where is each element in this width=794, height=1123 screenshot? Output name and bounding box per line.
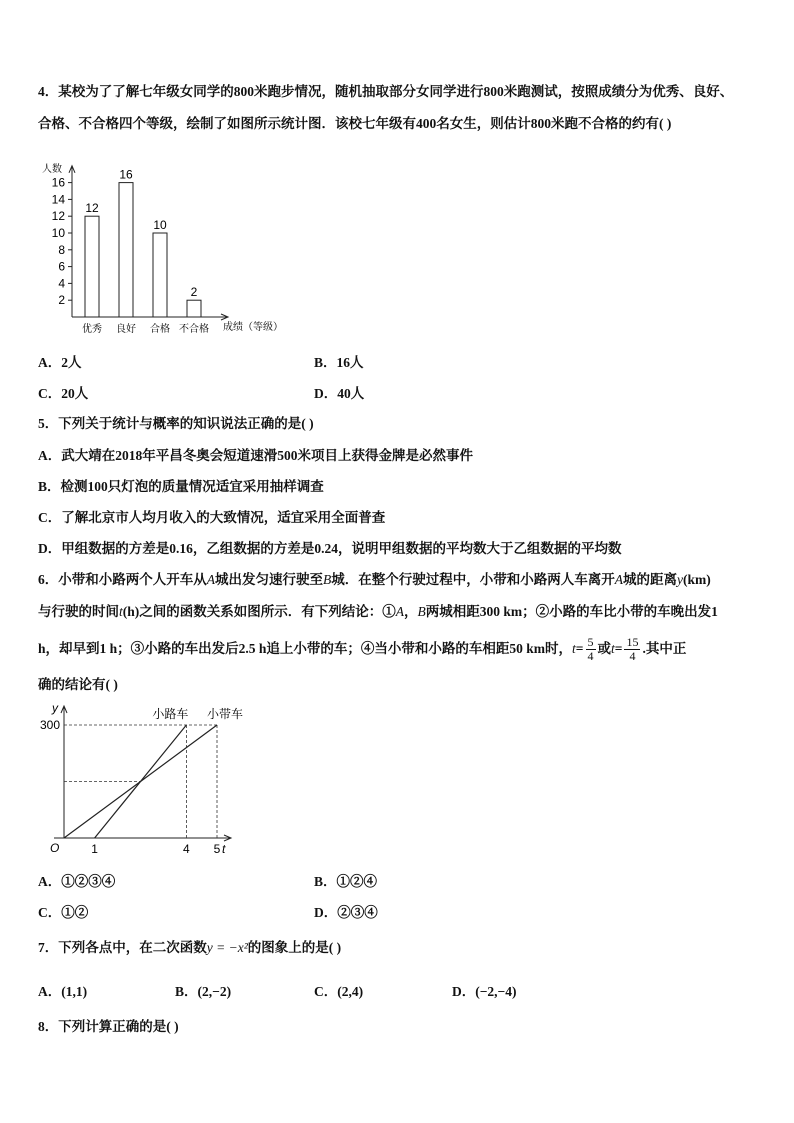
q5-option-d[interactable]: D．甲组数据的方差是0.16，乙组数据的方差是0.24，说明甲组数据的平均数大于乙组数据的平均数 (38, 541, 622, 556)
bar-value-label: 12 (85, 201, 99, 216)
q7-function: y = −x² (206, 940, 248, 955)
numerator: 15 (626, 635, 639, 650)
q6-text: = (575, 641, 584, 656)
y-tick-label: 2 (58, 293, 65, 308)
q4-option-d[interactable]: D．40人 (314, 386, 365, 401)
q8-stem: 8．下列计算正确的是( ) (38, 1019, 179, 1034)
q6-text: (h)之间的函数关系如图所示．有下列结论：① (122, 604, 396, 619)
bar (153, 233, 167, 317)
category-label: 不合格 (179, 324, 209, 335)
q7-option-d[interactable]: D．(−2,−4) (452, 984, 517, 999)
q6-text: .其中正 (642, 641, 687, 656)
q7-stem (38, 938, 341, 958)
var-t: t (572, 641, 576, 656)
q4-option-c[interactable]: C．20人 (38, 386, 89, 401)
y-tick-label: 4 (58, 276, 65, 291)
q6-option-c[interactable]: C．①② (38, 905, 89, 920)
y-tick-label: 12 (51, 209, 65, 224)
q4-stem-line1: 4．某校为了了解七年级女同学的800米跑步情况，随机抽取部分女同学进行800米跑测试，按照成绩分为优秀、良好、 (38, 84, 734, 99)
q7-option-a[interactable]: A．(1,1) (38, 984, 88, 999)
q7-option-b[interactable]: B．(2,−2) (175, 984, 232, 999)
var-a: A (395, 604, 405, 619)
bar-value-label: 10 (153, 218, 167, 232)
q4-stem-line2: 合格、不合格四个等级，绘制了如图所示统计图．该校七年级有400名女生，则估计800米跑不合格的约有( ) (38, 116, 672, 131)
q6-text: 城的距离 (623, 572, 677, 587)
bar-value-label: 2 (190, 285, 198, 300)
var-y: y (677, 572, 683, 587)
x-tick-label: 5 (213, 842, 221, 856)
q6-text: h，却早到1 h；③小路的车出发后2.5 h追上小带的车；④当小带和小路的车相距50 km时， (38, 641, 573, 656)
y-tick-label: 16 (51, 175, 65, 190)
q6-stem-line4: 确的结论有( ) (38, 677, 118, 692)
numerator: 5 (587, 635, 594, 650)
fraction-5-4 (586, 636, 596, 663)
q6-stem-line1 (38, 570, 711, 590)
y-tick-label: 10 (51, 226, 65, 240)
q7-text: 的图象上的是( ) (247, 940, 342, 955)
y-tick-label: 8 (58, 242, 65, 257)
fraction-15-4 (624, 636, 640, 663)
x-axis-label: 成绩（等级） (223, 322, 283, 333)
var-a: A (206, 572, 215, 587)
q6-text: ， (404, 604, 418, 619)
bar (85, 216, 99, 317)
q6-option-b[interactable]: B．①②④ (314, 874, 378, 889)
var-t: t (119, 604, 123, 619)
y-tick-label: 6 (58, 259, 65, 274)
q6-text: (km) (683, 572, 711, 587)
q7-text: 7．下列各点中，在二次函数 (38, 940, 207, 955)
var-b: B (417, 604, 426, 619)
q6-text: 城出发匀速行驶至 (215, 572, 323, 587)
q7-option-c[interactable]: C．(2,4) (314, 984, 364, 999)
x-tick-label: 4 (183, 842, 190, 856)
denominator: 4 (587, 649, 594, 664)
q5-option-a[interactable]: A．武大靖在2018年平昌冬奥会短道速滑500米项目上获得金牌是必然事件 (38, 448, 473, 463)
q5-option-c[interactable]: C．了解北京市人均月收入的大致情况，适宜采用全面普查 (38, 510, 386, 525)
category-label: 良好 (116, 324, 136, 335)
series-label: 小路车 (152, 707, 189, 721)
series-label: 小带车 (207, 707, 244, 721)
bar (119, 183, 133, 317)
q4-option-b[interactable]: B．16人 (314, 355, 364, 370)
bar-value-label: 16 (119, 167, 133, 182)
bar (187, 300, 201, 317)
category-label: 优秀 (82, 324, 102, 335)
q6-text: 两城相距300 km；②小路的车比小带的车晚出发1 (425, 604, 718, 619)
y-axis-label: y (52, 701, 58, 715)
q6-text: 6．小带和小路两个人开车从 (38, 572, 207, 587)
bar-chart (38, 148, 308, 340)
q6-text: 与行驶的时间 (38, 604, 119, 619)
q6-stem-line3 (38, 634, 686, 664)
q6-text: 或 (597, 641, 611, 656)
q4-option-a[interactable]: A．2人 (38, 355, 82, 370)
line-chart (38, 698, 258, 863)
denominator: 4 (629, 649, 636, 664)
category-label: 合格 (150, 324, 170, 335)
q6-option-d[interactable]: D．②③④ (314, 905, 378, 920)
y-axis-label: 人数 (42, 163, 62, 175)
var-a: A (614, 572, 623, 587)
y-tick-label: 300 (39, 718, 60, 732)
x-tick-label: 1 (91, 842, 98, 856)
y-tick-label: 14 (51, 192, 65, 207)
q6-text: = (614, 641, 623, 656)
q6-stem-line2 (38, 602, 718, 622)
origin-label: O (50, 841, 60, 855)
var-b: B (323, 572, 332, 587)
q5-option-b[interactable]: B．检测100只灯泡的质量情况适宜采用抽样调查 (38, 479, 324, 494)
q6-text: 城．在整个行驶过程中，小带和小路两人车离开 (331, 572, 615, 587)
var-t: t (611, 641, 615, 656)
x-axis-label: t (222, 842, 226, 856)
q6-option-a[interactable]: A．①②③④ (38, 874, 116, 889)
q5-stem: 5．下列关于统计与概率的知识说法正确的是( ) (38, 416, 314, 431)
